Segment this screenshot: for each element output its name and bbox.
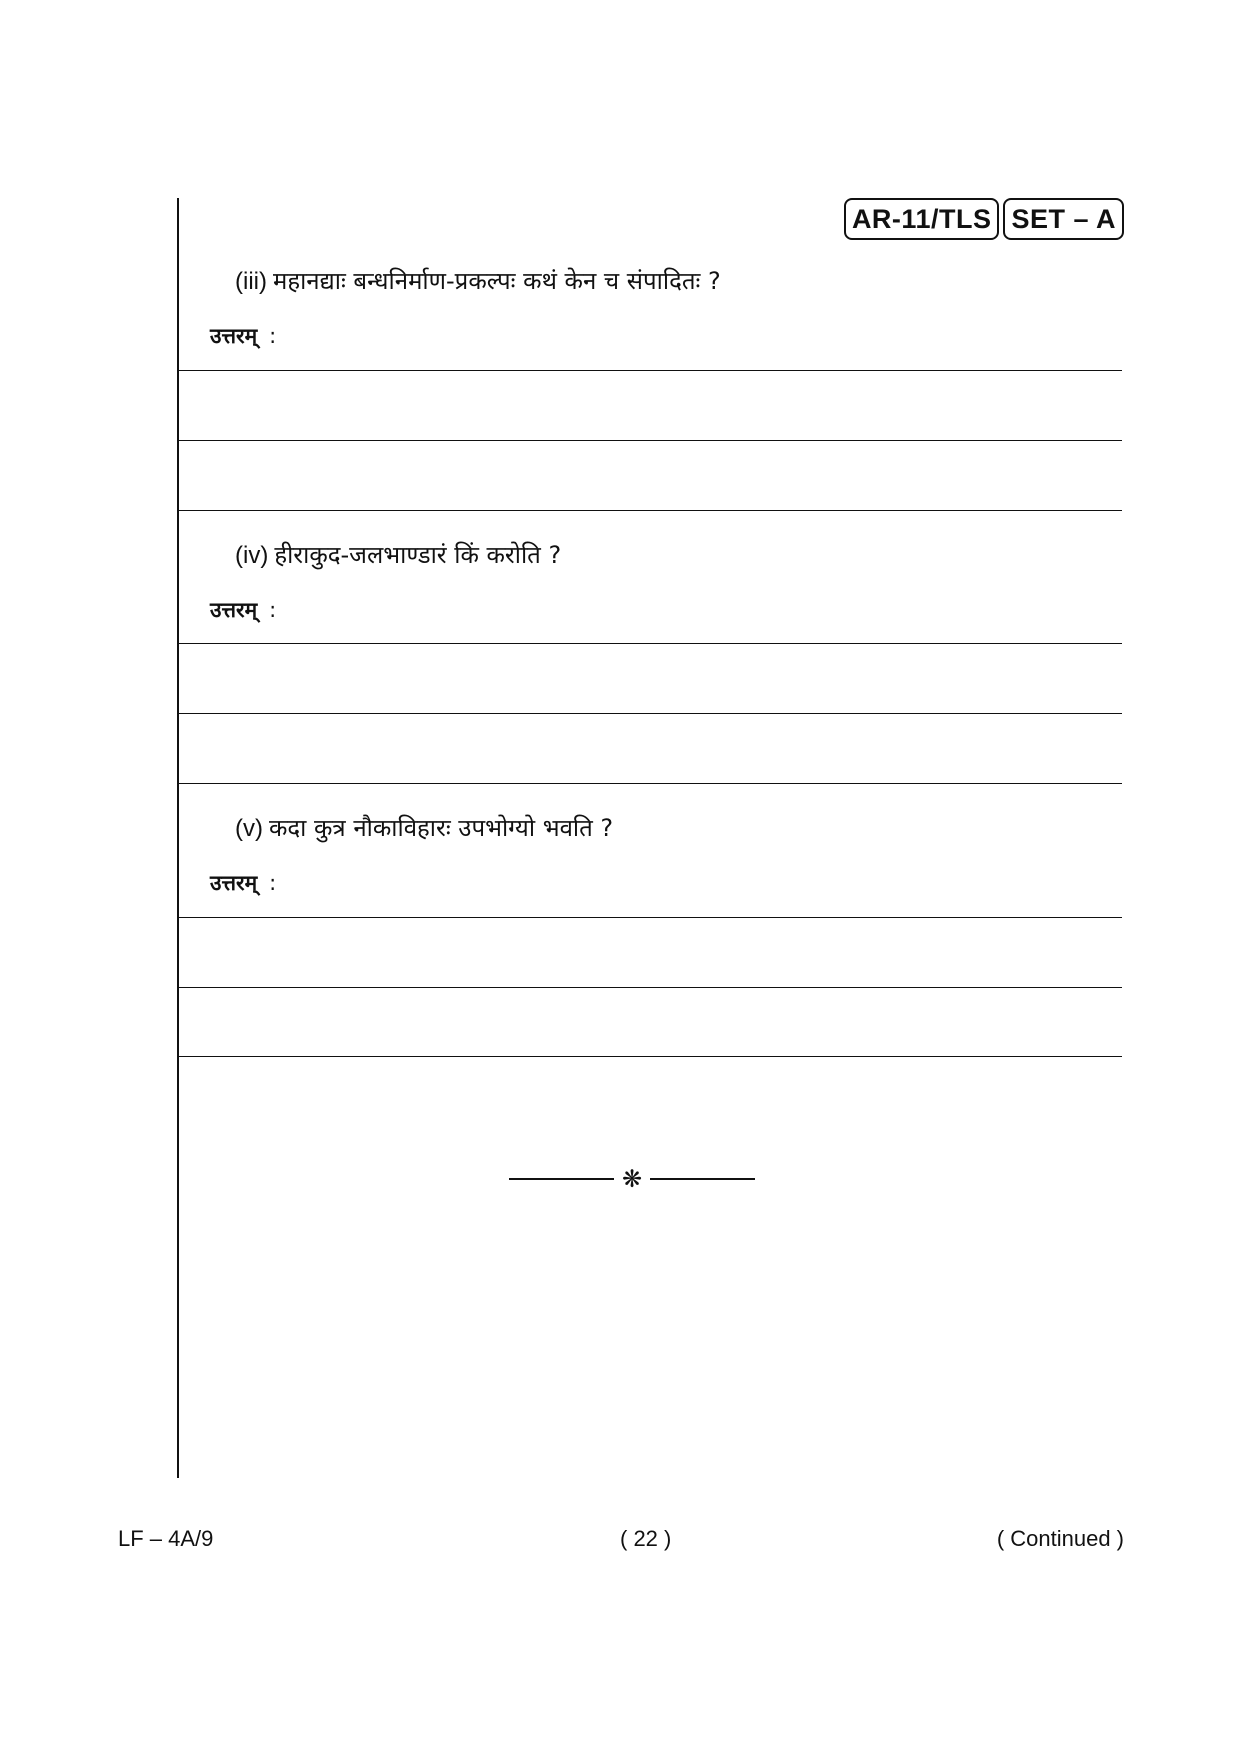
answer-label-text: उत्तरम् — [210, 598, 258, 622]
set-box: SET – A — [1003, 198, 1124, 240]
answer-line[interactable] — [178, 1056, 1122, 1057]
ornament-left-bar — [509, 1178, 614, 1180]
answer-label-text: उत्तरम् — [210, 871, 258, 895]
answer-label-iii — [210, 322, 276, 350]
answer-colon: : — [269, 598, 277, 622]
answer-line[interactable] — [178, 783, 1122, 784]
answer-label-iv — [210, 596, 276, 624]
question-v — [235, 813, 613, 844]
footer-code: LF – 4A/9 — [118, 1526, 214, 1551]
answer-colon: : — [269, 324, 277, 348]
answer-label-v — [210, 869, 276, 897]
paper-code-box: AR-11/TLS — [844, 198, 1000, 240]
ornament-right-bar — [650, 1178, 755, 1180]
answer-line[interactable] — [178, 917, 1122, 918]
answer-line[interactable] — [178, 510, 1122, 511]
question-text: महानद्याः बन्धनिर्माण-प्रकल्पः कथं केन च संपादितः ? — [272, 267, 721, 295]
question-iii — [235, 266, 721, 297]
answer-line[interactable] — [178, 713, 1122, 714]
star-icon: ❋ — [621, 1165, 643, 1193]
question-number: (v) — [235, 815, 263, 842]
page-number: ( 22 ) — [620, 1526, 672, 1551]
answer-label-text: उत्तरम् — [210, 324, 258, 348]
answer-line[interactable] — [178, 440, 1122, 441]
answer-line[interactable] — [178, 643, 1122, 644]
paper-codes — [844, 198, 1124, 240]
margin-rule — [177, 198, 179, 1478]
answer-colon: : — [269, 871, 277, 895]
continued-note: ( Continued ) — [996, 1526, 1124, 1551]
question-number: (iii) — [235, 268, 267, 295]
question-text: कदा कुत्र नौकाविहारः उपभोग्यो भवति ? — [268, 814, 614, 842]
question-number: (iv) — [235, 542, 269, 569]
answer-line[interactable] — [178, 987, 1122, 988]
question-text: हीराकुद-जलभाण्डारं किं करोति ? — [274, 541, 562, 569]
answer-line[interactable] — [178, 370, 1122, 371]
question-iv — [235, 540, 561, 571]
end-ornament — [500, 1164, 764, 1194]
